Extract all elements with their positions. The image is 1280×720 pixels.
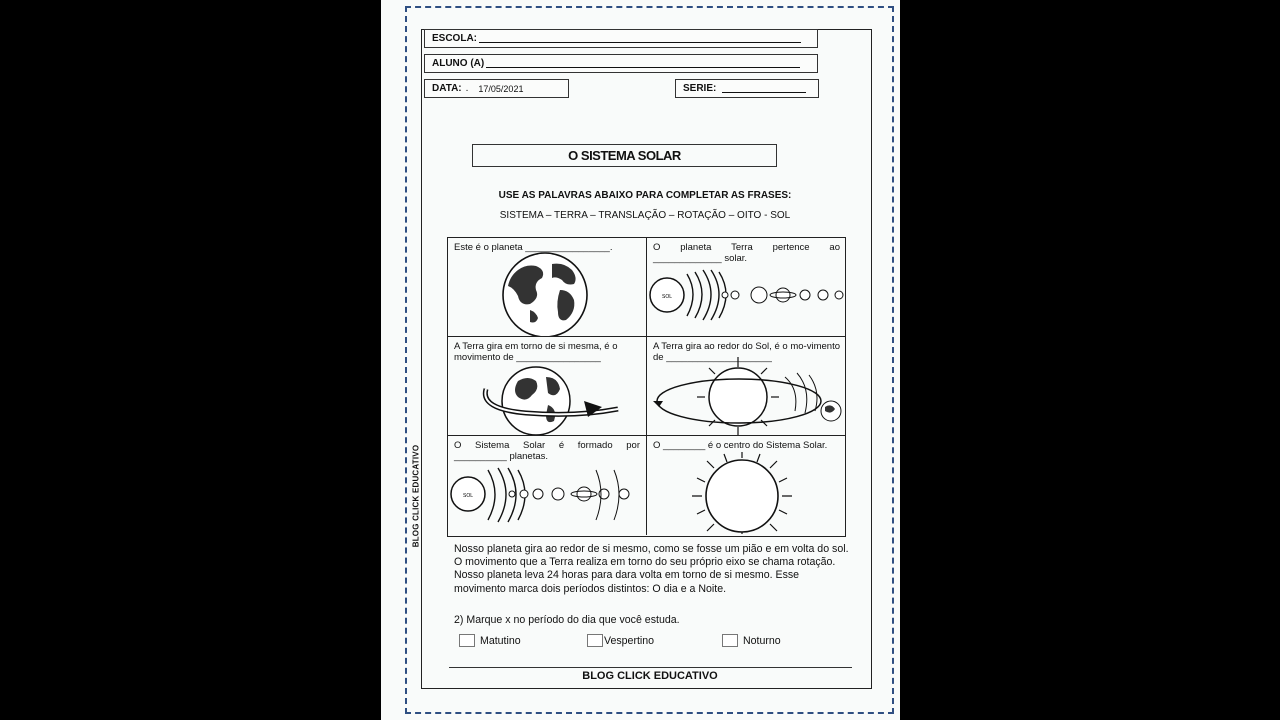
option-vespertino[interactable] [587,634,654,647]
solar-system-icon [647,238,846,337]
cell-sun-text: O ________ é o centro do Sistema Solar. [653,440,828,451]
vespertino-checkbox[interactable] [587,634,603,647]
rotation-paragraph [454,543,849,596]
aluno-blank-line [486,59,800,68]
footer-blog-label: BLOG CLICK EDUCATIVO [582,670,718,682]
noturno-checkbox[interactable] [722,634,738,647]
earth-globe-icon [448,238,647,337]
escola-label: ESCOLA: [432,33,477,44]
data-mark: . [465,83,469,94]
instruction-heading: USE AS PALAVRAS ABAIXO PARA COMPLETAR AS FRASES: [498,190,792,201]
exercise-grid [447,237,846,537]
vespertino-label: Vespertino [604,634,655,647]
matutino-checkbox[interactable] [459,634,475,647]
cell-translation [647,337,846,436]
planets-icon [448,436,647,535]
sun-label: SOL [661,294,673,300]
escola-blank-line [479,34,801,43]
option-noturno[interactable] [722,634,781,647]
cell-planets-text: O Sistema Solar é formado por __________ planetas. [454,440,640,462]
sun-label-2: SOL [462,493,474,499]
cell-earth [448,238,647,337]
serie-field[interactable] [675,79,819,98]
data-field[interactable] [424,79,569,98]
serie-blank-line [722,84,806,93]
paragraph-line-2: O movimento que a Terra realiza em torno do seu próprio eixo se chama rotação. Nosso planeta leva 24 horas para dara volta em torno de si mesmo. Esse movimento marca dois períodos distintos: O dia e a Noite. [454,556,836,595]
noturno-label: Noturno [743,634,781,647]
paragraph-line-1: Nosso planeta gira ao redor de si mesmo, como se fosse um pião e em volta do sol. [454,543,849,555]
side-blog-label: BLOG CLICK EDUCATIVO [411,444,421,548]
serie-label: SERIE: [683,83,717,94]
aluno-field[interactable] [424,54,818,73]
cell-sun [647,436,846,535]
aluno-label: ALUNO (A) [432,58,485,69]
question-2: 2) Marque x no período do dia que você estuda. [454,614,680,626]
cell-rotation [448,337,647,436]
sun-icon [647,436,846,535]
cell-solar-system-text: O planeta Terra pertence ao _____________ solar. [653,242,840,264]
earth-rotation-icon [448,337,647,436]
footer-divider [449,667,852,668]
cell-translation-text: A Terra gira ao redor do Sol, é o mo-vimento de ____________________ [653,341,840,363]
data-value: 17/05/2021 [478,83,524,94]
earth-translation-icon [647,337,846,436]
cell-earth-text: Este é o planeta ________________. [454,242,613,253]
escola-field[interactable] [424,29,818,48]
worksheet-title: O SISTEMA SOLAR [472,144,777,167]
data-label: DATA: [432,83,462,94]
cell-solar-system [647,238,846,337]
cell-rotation-text: A Terra gira em torno de si mesma, é o movimento de ________________ [454,341,618,363]
cell-planets [448,436,647,535]
matutino-label: Matutino [480,634,521,647]
word-bank: SISTEMA – TERRA – TRANSLAÇÃO – ROTAÇÃO – OITO - SOL [499,210,791,221]
option-matutino[interactable] [459,634,521,647]
